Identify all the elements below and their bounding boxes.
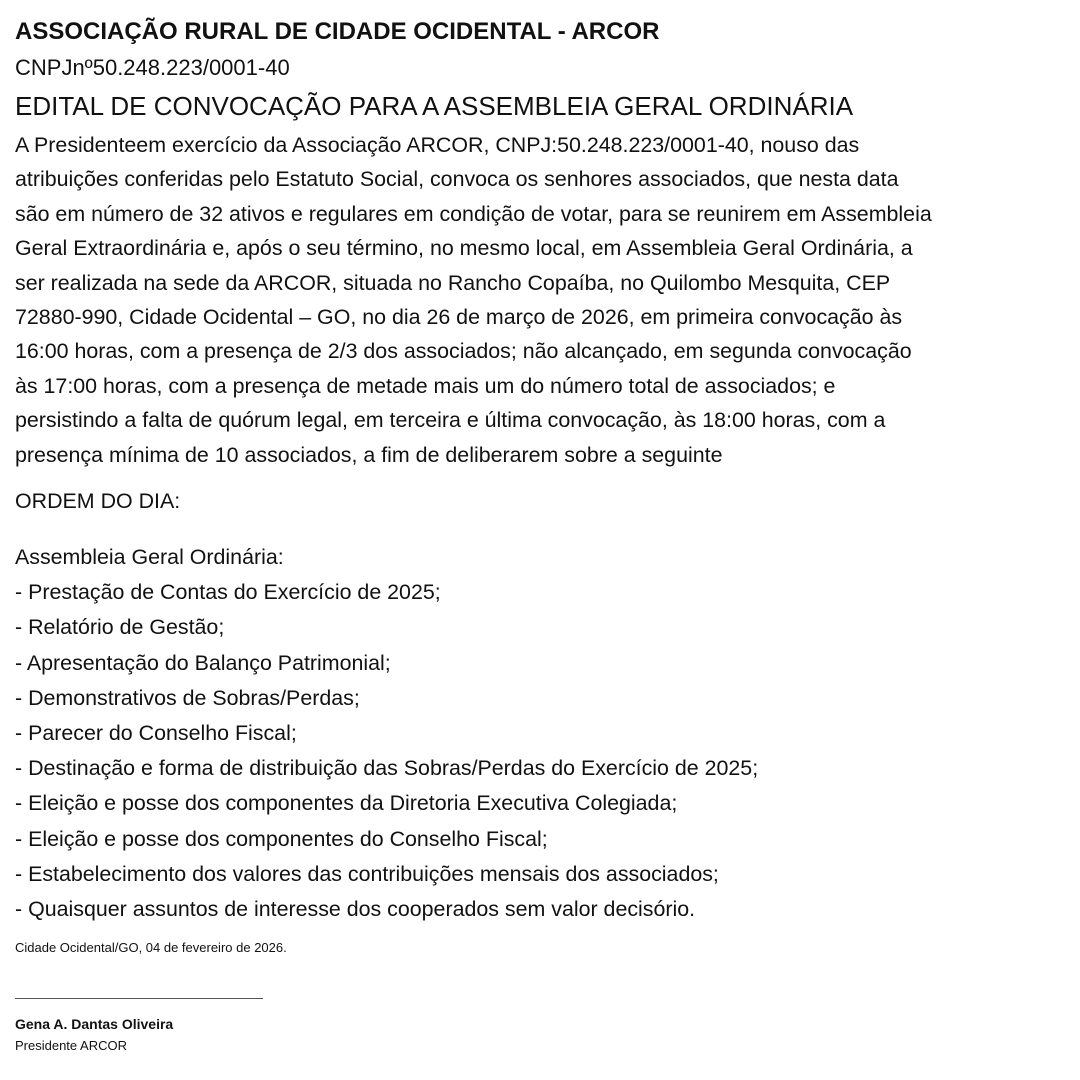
agenda-item: - Quaisquer assuntos de interesse dos cooperados sem valor decisório. [15, 897, 696, 922]
paragraph-line: A Presidenteem exercício da Associação ARCOR, CNPJ:50.248.223/0001-40, nouso das [15, 133, 860, 157]
signer-name: Gena A. Dantas Oliveira [15, 1016, 174, 1032]
convocation-paragraph [15, 128, 932, 472]
agenda-item: - Relatório de Gestão; [15, 615, 225, 640]
paragraph-line: presença mínima de 10 associados, a fim de deliberarem sobre a seguinte [15, 442, 723, 467]
agenda-item: - Eleição e posse dos componentes do Conselho Fiscal; [15, 826, 548, 851]
paragraph-line: persistindo a falta de quórum legal, em terceira e última convocação, às 18:00 horas, com a [15, 408, 886, 433]
paragraph-line: atribuições conferidas pelo Estatuto Social, convoca os senhores associados, que nesta data [15, 167, 899, 192]
edital-heading: EDITAL DE CONVOCAÇÃO PARA A ASSEMBLEIA GERAL ORDINÁRIA [15, 91, 854, 121]
agenda-item: - Estabelecimento dos valores das contribuições mensais dos associados; [15, 861, 719, 886]
agenda-item: - Demonstrativos de Sobras/Perdas; [15, 685, 360, 710]
agenda-list [15, 540, 758, 927]
signer-role: Presidente ARCOR [15, 1038, 127, 1053]
paragraph-line: Geral Extraordinária e, após o seu término, no mesmo local, em Assembleia Geral Ordinária, a [15, 236, 913, 261]
paragraph-line: 16:00 horas, com a presença de 2/3 dos associados; não alcançado, em segunda convocação [15, 339, 912, 364]
agenda-item: - Prestação de Contas do Exercício de 2025; [15, 580, 441, 605]
paragraph-line: às 17:00 horas, com a presença de metade mais um do número total de associados; e [15, 373, 836, 398]
agenda-item: - Apresentação do Balanço Patrimonial; [15, 650, 391, 675]
signature-line [15, 998, 263, 999]
agenda-heading: Assembleia Geral Ordinária: [15, 545, 284, 569]
agenda-item: - Eleição e posse dos componentes da Diretoria Executiva Colegiada; [15, 791, 678, 816]
cnpj-line: CNPJnº50.248.223/0001-40 [15, 55, 290, 80]
organization-title: ASSOCIAÇÃO RURAL DE CIDADE OCIDENTAL - ARCOR [15, 18, 660, 45]
ordem-do-dia-label: ORDEM DO DIA: [15, 489, 181, 513]
paragraph-line: 72880-990, Cidade Ocidental – GO, no dia 26 de março de 2026, em primeira convocação às [15, 305, 903, 330]
agenda-item: - Parecer do Conselho Fiscal; [15, 721, 297, 746]
paragraph-line: ser realizada na sede da ARCOR, situada no Rancho Copaíba, no Quilombo Mesquita, CEP [15, 270, 891, 295]
paragraph-line: são em número de 32 ativos e regulares em condição de votar, para se reunirem em Assembleia [15, 201, 932, 226]
date-line: Cidade Ocidental/GO, 04 de fevereiro de 2026. [15, 940, 287, 955]
agenda-item: - Destinação e forma de distribuição das Sobras/Perdas do Exercício de 2025; [15, 756, 759, 781]
